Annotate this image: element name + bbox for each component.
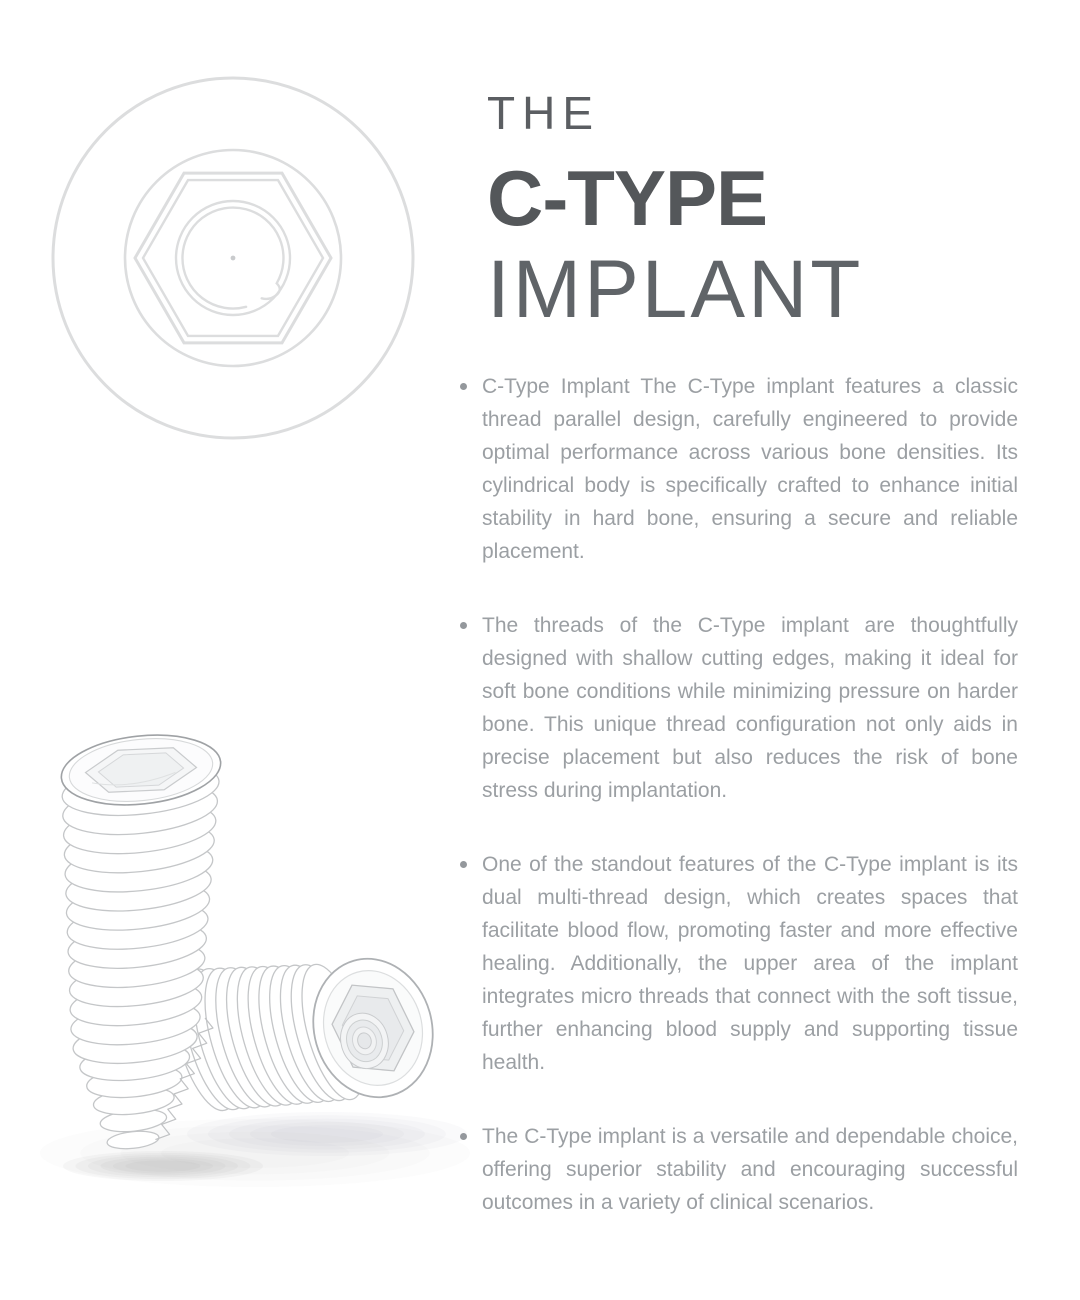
implant-top-view-line-drawing-icon <box>25 64 443 462</box>
list-item <box>460 848 1018 1079</box>
feature-list <box>460 370 1018 1260</box>
bullet-icon <box>460 383 467 390</box>
title-line-c-type: C-TYPE <box>487 154 768 242</box>
list-item <box>460 370 1018 568</box>
feature-text: The threads of the C-Type implant are thoughtfully designed with shallow cutting edges, making it ideal for soft bone conditions while minimizing pressure on harder bone. This unique thread configuration not only aids in precise placement but also reduces the risk of bone stress during implantation. <box>482 614 1018 802</box>
title-line-implant: IMPLANT <box>487 244 864 335</box>
page-title <box>487 88 863 334</box>
feature-text: One of the standout features of the C-Type implant is its dual multi-thread design, which creates spaces that facilitate blood flow, promoting faster and more effective healing. Additionally, the upper area of the implant integrates micro threads that connect with the soft tissue, further enhancing blood supply and supporting tissue health. <box>482 853 1018 1074</box>
title-line-the: THE <box>487 87 600 139</box>
list-item <box>460 609 1018 807</box>
implants-3d-render-icon <box>5 688 475 1280</box>
bullet-icon <box>460 622 467 629</box>
feature-text: The C-Type implant is a versatile and dependable choice, offering superior stability and encouraging successful outcomes in a variety of clinical scenarios. <box>482 1125 1018 1214</box>
feature-text: C-Type Implant The C-Type implant features a classic thread parallel design, carefully engineered to provide optimal performance across various bone densities. Its cylindrical body is specifically crafted to enhance initial stability in hard bone, ensuring a secure and reliable placement. <box>482 375 1018 563</box>
list-item <box>460 1120 1018 1219</box>
